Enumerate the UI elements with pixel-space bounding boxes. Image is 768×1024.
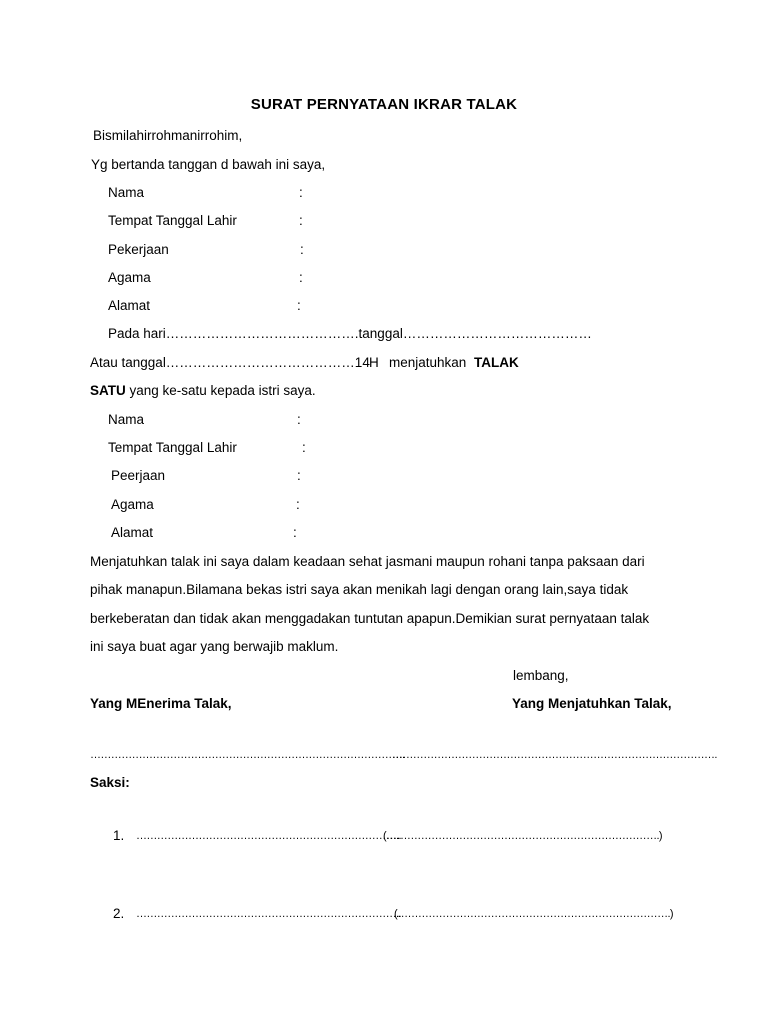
satu-bold-text: SATU [90, 383, 126, 398]
husband-field-colon: : [300, 242, 304, 257]
menjatuhkan-text: menjatuhkan [389, 355, 467, 370]
place-text: lembang, [513, 668, 569, 683]
husband-field-colon: : [299, 213, 303, 228]
husband-field-label: Tempat Tanggal Lahir [108, 213, 237, 228]
witness-label: Saksi: [90, 775, 130, 790]
witness-signature-line: (…………………………………………………………………….) [394, 908, 673, 920]
pada-hari-line: Pada hari…………………………………….tanggal…………………………………… [108, 326, 592, 341]
wife-field-colon: : [297, 412, 301, 427]
wife-field-colon: : [297, 468, 301, 483]
wife-field-colon: : [293, 525, 297, 540]
witness-name-line: ………………………………………………………………….. [136, 908, 401, 920]
paragraph-line: berkeberatan dan tidak akan menggadakan tuntutan apapun.Demikian surat pernyataan talak [90, 611, 650, 626]
husband-field-label: Nama [108, 185, 145, 200]
document-title: SURAT PERNYATAAN IKRAR TALAK [250, 96, 518, 113]
satu-rest-text: yang ke-satu kepada istri saya. [129, 383, 316, 398]
husband-field-label: Alamat [108, 298, 151, 313]
intro-line: Yg bertanda tanggan d bawah ini saya, [91, 157, 326, 172]
wife-field-label: Peerjaan [111, 468, 166, 483]
husband-field-colon: : [299, 270, 303, 285]
wife-field-label: Tempat Tanggal Lahir [108, 440, 237, 455]
receiver-label: Yang MEnerima Talak, [90, 696, 232, 711]
paragraph-line: ini saya buat agar yang berwajib maklum. [90, 639, 339, 654]
receiver-signature-line: ………………………………………………………………………………. [90, 749, 405, 761]
opening-greeting: Bismilahirrohmanirrohim, [93, 128, 243, 143]
hijri-marker: H [369, 355, 379, 370]
husband-field-colon: : [297, 298, 301, 313]
paragraph-line: pihak manapun.Bilamana bekas istri saya akan menikah lagi dengan orang lain,saya tidak [90, 582, 629, 597]
husband-field-colon: : [299, 185, 303, 200]
wife-field-colon: : [302, 440, 306, 455]
talak-bold-text: TALAK [474, 355, 519, 370]
giver-label: Yang Menjatuhkan Talak, [512, 696, 672, 711]
witness-signature-line: (…………………………………………………………………….) [383, 830, 662, 842]
witness-name-line: ………………………………………………………………….. [136, 830, 401, 842]
wife-field-label: Nama [108, 412, 145, 427]
wife-field-label: Alamat [111, 525, 154, 540]
wife-field-label: Agama [111, 497, 154, 512]
satu-line [90, 382, 316, 400]
giver-signature-line: …………………………………………………………………………………. [392, 749, 717, 761]
atau-tanggal-prefix: Atau tanggal……………………………………14 [90, 355, 370, 370]
paragraph-line: Menjatuhkan talak ini saya dalam keadaan sehat jasmani maupun rohani tanpa paksaan dari [90, 554, 645, 569]
husband-field-label: Agama [108, 270, 151, 285]
wife-field-colon: : [296, 497, 300, 512]
witness-number: 1. [113, 828, 125, 843]
witness-number: 2. [113, 906, 125, 921]
husband-field-label: Pekerjaan [108, 242, 169, 257]
